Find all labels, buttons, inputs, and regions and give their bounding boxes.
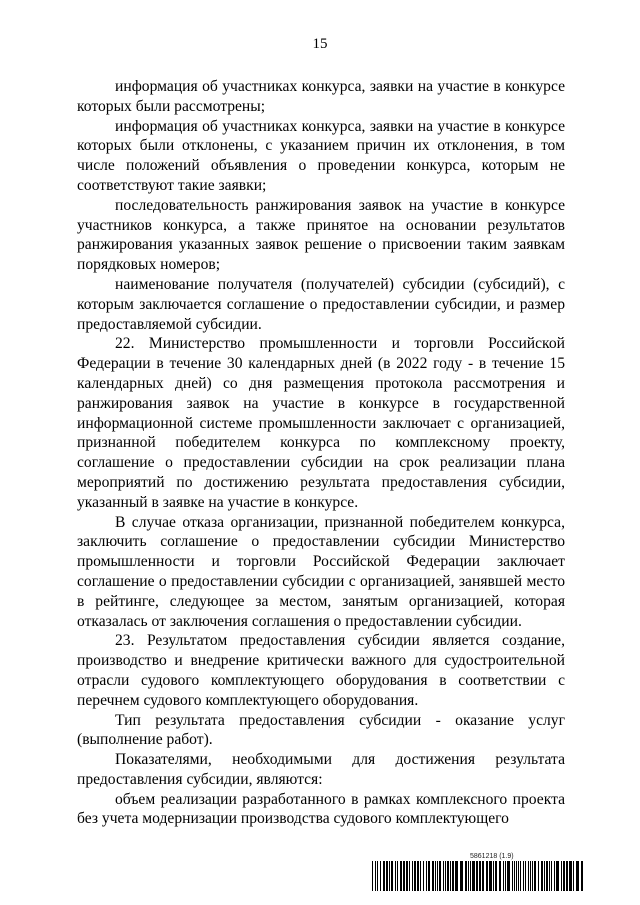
barcode-bar [472, 861, 475, 891]
barcode-bar [417, 861, 419, 891]
barcode-bar [435, 861, 436, 891]
barcode-bar [581, 861, 583, 891]
paragraph: 23. Результатом предоставления субсидии является создание, производство и внедрение критически важного для судостроительной отрасли судового комплектующего оборудования в соответствии с перечнем судового комплектующего оборудования. [77, 632, 565, 709]
barcode-bar [400, 861, 402, 891]
barcode-bar [377, 861, 378, 891]
barcode-bar [465, 861, 467, 891]
barcode-bar [428, 861, 430, 891]
barcode-bar [426, 861, 427, 891]
barcode-bar [569, 861, 572, 891]
barcode-bar [409, 861, 410, 891]
barcode-bar [532, 861, 533, 891]
barcode-bar [516, 861, 517, 891]
barcode-bar [455, 861, 458, 891]
barcode-bar [518, 861, 519, 891]
barcode-bar [447, 861, 449, 891]
barcode [372, 861, 584, 891]
barcode-bar [406, 861, 408, 891]
paragraph: 22. Министерство промышленности и торговли Российской Федерации в течение 30 календарных дней (в 2022 году - в течение 15 календарных дней) со дня размещения протокола рассмотрения и ранжирования заявок на участие в конкурсе в государственной информационной системе промышленности заключает с организацией, признанной победителем конкурса по комплексному проекту, соглашение о предоставлении субсидии на срок реализации плана мероприятий по достижению результата предоставления субсидии, указанный в заявке на участие в конкурсе. [77, 335, 565, 511]
barcode-bar [534, 861, 536, 891]
barcode-bar [391, 861, 393, 891]
barcode-bar [544, 861, 545, 891]
barcode-bar [561, 861, 562, 891]
barcode-bar [549, 861, 550, 891]
barcode-bar [486, 861, 488, 891]
barcode-bar [397, 861, 398, 891]
barcode-bar [505, 861, 506, 891]
barcode-bar [445, 861, 446, 891]
barcode-bar [380, 861, 381, 891]
barcode-bar [450, 861, 451, 891]
barcode-bar [432, 861, 434, 891]
barcode-bar [514, 861, 515, 891]
paragraph: последовательность ранжирования заявок на участие в конкурсе участников конкурса, а также принятое на основании результатов ранжирования указанных заявок решение о присвоении таким заявкам порядковых номеров; [77, 196, 565, 274]
barcode-bar [452, 861, 454, 891]
barcode-bar [420, 861, 421, 891]
barcode-bar [383, 861, 385, 891]
barcode-bar [479, 861, 481, 891]
paragraph: объем реализации разработанного в рамках комплексного проекта без учета модернизации производства судового комплектующего [77, 790, 565, 828]
barcode-bar [530, 861, 531, 891]
barcode-bar [386, 861, 388, 891]
barcode-bar [439, 861, 441, 891]
barcode-bar [525, 861, 526, 891]
paragraph: В случае отказа организации, признанной победителем конкурса, заключить соглашение о предоставлении субсидии Министерство промышленности и торговли Российской Федерации заключает соглашение о предоставлении субсидии с организацией, занявшей место в рейтинге, следующее за местом, занятым организацией, которая отказалась от заключения соглашения о предоставлении субсидии. [77, 513, 565, 630]
barcode-bar [403, 861, 405, 891]
barcode-bar [395, 861, 396, 891]
barcode-bar [495, 861, 497, 891]
barcode-bar [375, 861, 376, 891]
barcode-bar [546, 861, 548, 891]
barcode-bar [389, 861, 390, 891]
barcode-bar [460, 861, 463, 891]
barcode-bar [554, 861, 555, 891]
barcode-bar [563, 861, 565, 891]
barcode-bar [412, 861, 413, 891]
barcode-bar [414, 861, 416, 891]
barcode-bar [538, 861, 539, 891]
barcode-bar [566, 861, 568, 891]
barcode-bar [551, 861, 552, 891]
barcode-bar [573, 861, 574, 891]
paragraph: Тип результата предоставления субсидии - оказание услуг (выполнение работ). [77, 711, 565, 749]
barcode-bar [372, 861, 373, 891]
page-number: 15 [312, 36, 328, 52]
barcode-bar [576, 861, 579, 891]
barcode-bar [541, 861, 543, 891]
barcode-bar [470, 861, 471, 891]
barcode-bar [476, 861, 478, 891]
barcode-bar [468, 861, 469, 891]
barcode-bar [499, 861, 501, 891]
paragraph: наименование получателя (получателей) субсидии (субсидий), с которым заключается соглашение о предоставлении субсидии, и размер предоставляемой субсидии. [77, 275, 565, 333]
barcode-bar [520, 861, 521, 891]
barcode-graphic [372, 861, 584, 891]
barcode-bar [503, 861, 504, 891]
barcode-bar [528, 861, 529, 891]
barcode-bar [512, 861, 513, 891]
barcode-bar [482, 861, 484, 891]
paragraph: информация об участниках конкурса, заявки на участие в конкурсе которых были отклонены, с указанием причин их отклонения, в том числе положений объявления о проведении конкурса, которым не соответствуют такие заявки; [77, 117, 565, 194]
paragraph: информация об участниках конкурса, заявки на участие в конкурсе которых были рассмотрены; [77, 78, 565, 115]
paragraph: Показателями, необходимыми для достижения результата предоставления субсидии, являются: [77, 751, 565, 788]
barcode-bar [556, 861, 559, 891]
barcode-bar [489, 861, 492, 891]
barcode-bar [437, 861, 438, 891]
barcode-bar [523, 861, 524, 891]
barcode-bar [443, 861, 444, 891]
barcode-bar [423, 861, 424, 891]
barcode-bar [493, 861, 494, 891]
document-body [77, 77, 565, 829]
barcode-bar [507, 861, 510, 891]
document-code: 5861218 (1.9) [470, 853, 514, 860]
